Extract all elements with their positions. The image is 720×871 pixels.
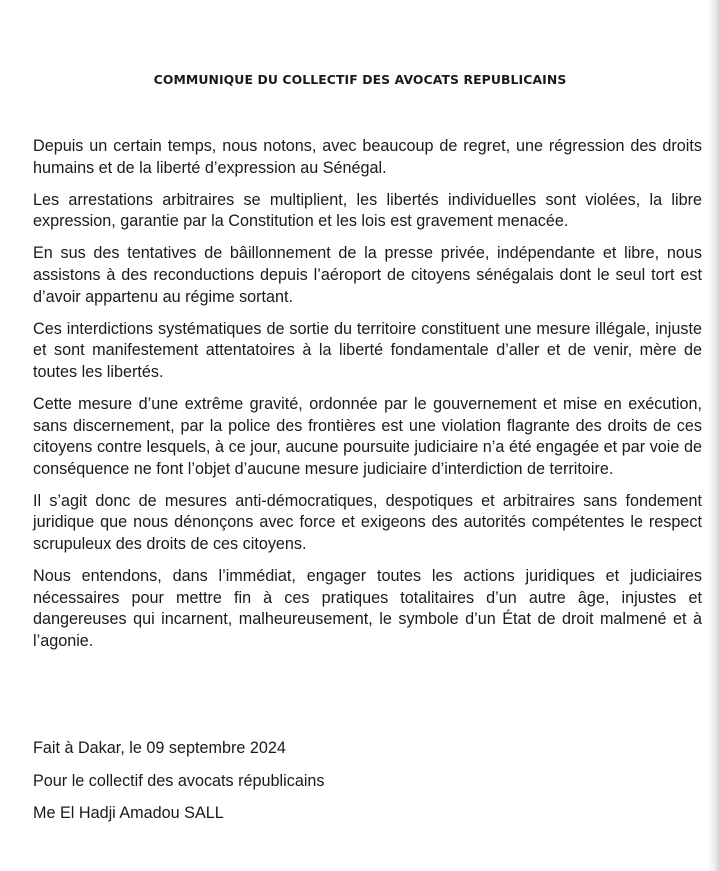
document-title: COMMUNIQUE DU COLLECTIF DES AVOCATS REPUBLICAINS xyxy=(153,72,567,87)
paragraph-5: Cette mesure d’une extrême gravité, ordonnée par le gouvernement et mise en exécution, sans discernement, par la police des frontières est une violation flagrante des droits de ces citoyens contre lesquels, à ce jour, aucune poursuite judiciaire n’a été engagée et par voie de conséquence ne font l’objet d’aucune mesure judiciaire d’interdiction de territoire. xyxy=(33,394,702,478)
paragraph-6: Il s’agit donc de mesures anti-démocratiques, despotiques et arbitraires sans fondement juridique que nous dénonçons avec force et exigeons des autorités compétentes le respect scrupuleux des droits de ces citoyens. xyxy=(33,491,702,553)
paragraph-1: Depuis un certain temps, nous notons, avec beaucoup de regret, une régression des droits humains et de la liberté d’expression au Sénégal. xyxy=(33,137,702,177)
document-body xyxy=(33,136,702,663)
paragraph-3: En sus des tentatives de bâillonnement de la presse privée, indépendante et libre, nous assistons à des reconductions depuis l’aéroport de citoyens sénégalais dont le seul tort est d’avoir appartenu au régime sortant. xyxy=(33,244,702,306)
signatory-name: Me El Hadji Amadou SALL xyxy=(33,804,224,823)
page-edge-shadow xyxy=(708,0,720,871)
paragraph-4: Ces interdictions systématiques de sortie du territoire constituent une mesure illégale, injuste et sont manifestement attentatoires à la liberté fondamentale d’aller et de venir, mère de toutes les libertés. xyxy=(33,319,702,381)
on-behalf-line: Pour le collectif des avocats républicains xyxy=(33,771,325,790)
paragraph-7: Nous entendons, dans l’immédiat, engager toutes les actions juridiques et judiciaires nécessaires pour mettre fin à ces pratiques totalitaires d’un autre âge, injustes et dangereuses qui incarnent, malheureusement, le symbole d’un État de droit malmené et à l’agonie. xyxy=(33,567,702,650)
place-date: Fait à Dakar, le 09 septembre 2024 xyxy=(33,739,286,757)
signature-block xyxy=(33,738,673,836)
paragraph-2: Les arrestations arbitraires se multiplient, les libertés individuelles sont violées, la libre expression, garantie par la Constitution et les lois est gravement menacée. xyxy=(33,190,702,231)
